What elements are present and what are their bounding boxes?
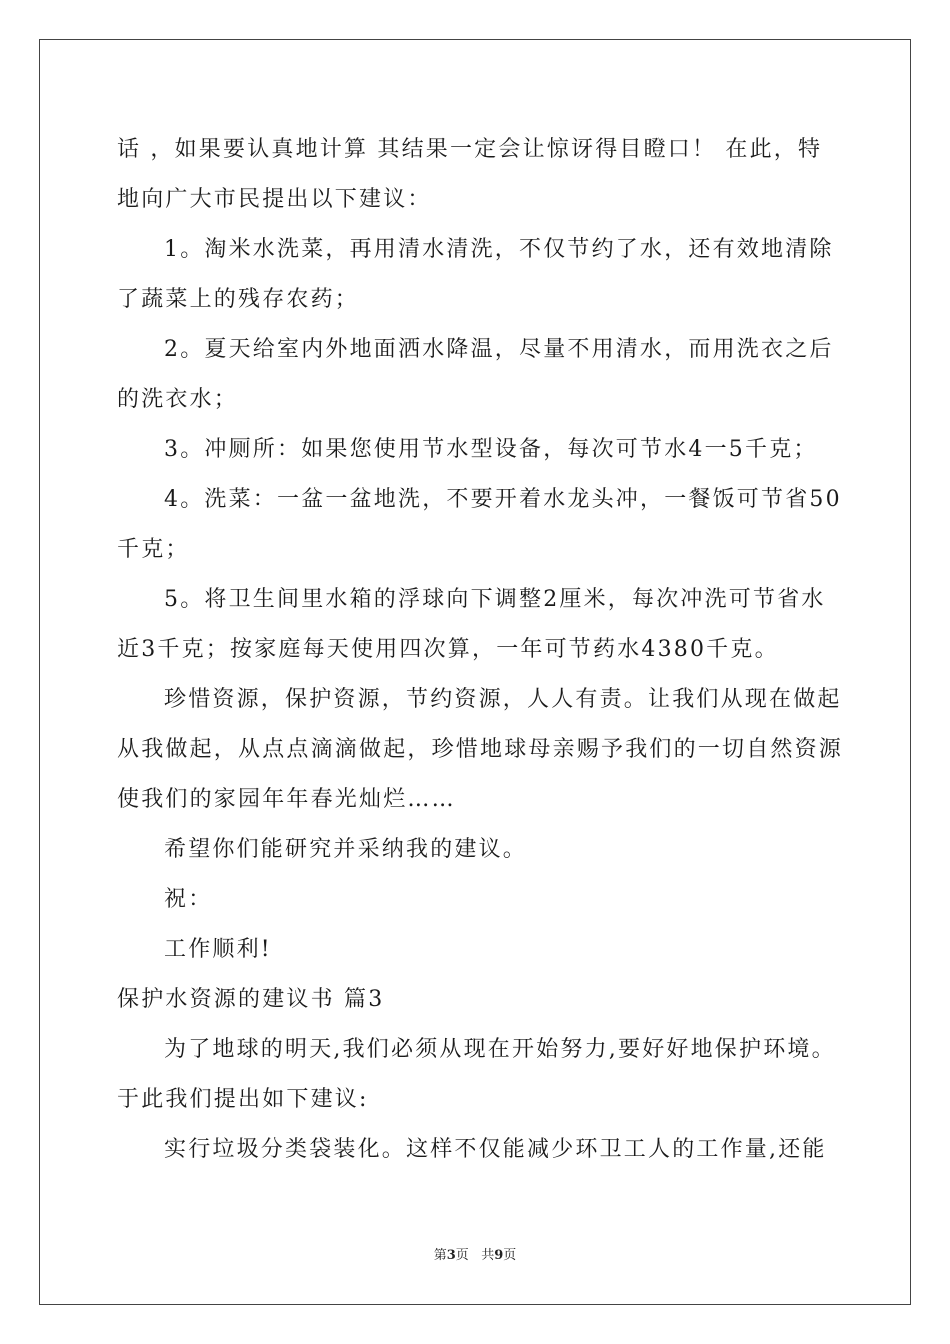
text-line-5: 2。夏天给室内外地面洒水降温，尽量不用清水，而用洗衣之后	[164, 337, 834, 362]
text-line-9: 千克；	[117, 537, 190, 562]
text-line-21: 实行垃圾分类袋装化。这样不仅能减少环卫工人的工作量,还能	[164, 1137, 827, 1162]
page-footer	[0, 1248, 950, 1264]
text-line-8: 4。洗菜：一盆一盆地洗，不要开着水龙头冲，一餐饭可节省50	[164, 487, 842, 512]
text-line-1: 话 ，如果要认真地计算 其结果一定会让惊讶得目瞪口！ 在此，特	[117, 137, 823, 162]
footer-total-suffix: 页	[503, 1248, 517, 1263]
section-heading: 保护水资源的建议书 篇3	[117, 987, 385, 1012]
text-line-7: 3。冲厕所：如果您使用节水型设备，每次可节水4一5千克；	[164, 437, 818, 462]
footer-page-prefix: 第	[433, 1248, 447, 1263]
text-line-20: 于此我们提出如下建议:	[117, 1087, 369, 1112]
text-line-17: 工作顺利!	[164, 937, 272, 962]
text-line-3: 1。淘米水洗菜，再用清水清洗，不仅节约了水，还有效地清除	[164, 237, 834, 262]
footer-total-pages: 9	[494, 1248, 504, 1263]
text-line-4: 了蔬菜上的残存农药；	[117, 287, 360, 312]
text-line-13: 从我做起，从点点滴滴做起，珍惜地球母亲赐予我们的一切自然资源	[117, 737, 844, 762]
text-line-6: 的洗衣水；	[117, 387, 239, 412]
text-line-11: 近3千克；按家庭每天使用四次算，一年可节药水4380千克。	[117, 637, 779, 662]
footer-page-suffix: 页	[455, 1248, 469, 1263]
text-line-16: 祝：	[164, 887, 213, 912]
text-line-15: 希望你们能研究并采纳我的建议。	[164, 837, 528, 862]
page-border	[39, 39, 911, 1305]
text-line-10: 5。将卫生间里水箱的浮球向下调整2厘米，每次冲洗可节省水	[164, 587, 826, 612]
text-line-19: 为了地球的明天,我们必须从现在开始努力,要好好地保护环境。	[164, 1037, 836, 1062]
footer-total-prefix: 共	[481, 1248, 495, 1263]
text-line-2: 地向广大市民提出以下建议：	[117, 187, 432, 212]
text-line-12: 珍惜资源，保护资源，节约资源，人人有责。让我们从现在做起	[164, 687, 842, 712]
text-line-14: 使我们的家园年年春光灿烂……	[117, 787, 456, 812]
footer-page-number: 3	[446, 1248, 456, 1263]
